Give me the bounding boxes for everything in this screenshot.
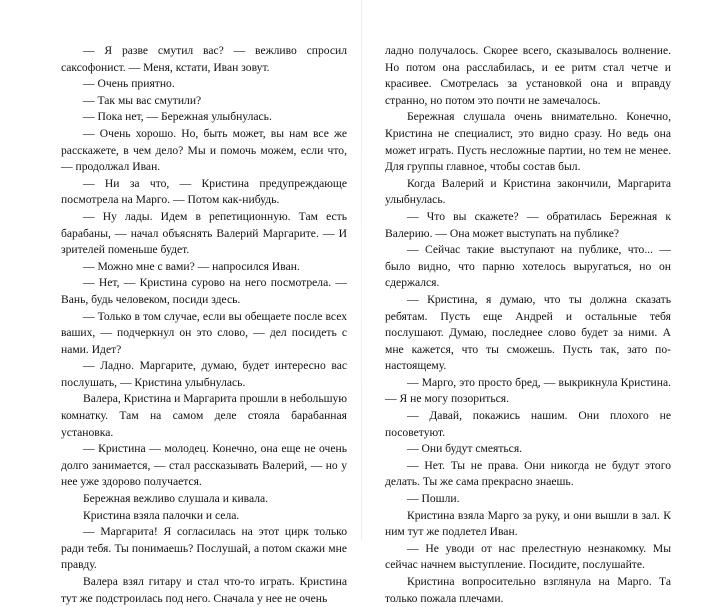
paragraph: — Очень приятно. [83, 77, 175, 91]
paragraph: — Пока нет, — Бережная улыбнулась. [83, 110, 272, 124]
paragraph: Бережная слушала очень внимательно. Конечно, Кристина не специалист, это видно сразу. Но ведь она может играть. Пусть несложные партии, но тем не менее. Для группы главное, чтобы состав был. [385, 110, 671, 174]
paragraph: Кристина взяла палочки и села. [83, 508, 240, 522]
paragraph: — Я разве смутил вас? — вежливо спросил саксофонист. — Меня, кстати, Иван зовут. [61, 44, 347, 74]
continued-paragraph: ладно получалось. Скорее всего, сказывалось волнение. Но потом она расслабилась, и ее ритм стал четче и красивее. Смотрелась за установкой она и вправду странно, но потом это почти не замечалось. [385, 44, 671, 107]
paragraph: — Нет. Ты не права. Они никогда не будут этого делать. Ты же сама прекрасно знаешь. [385, 458, 671, 489]
paragraph: — Ну лады. Идем в репетиционную. Там есть барабаны, — начал объяснять Валерий Маргарите. — И зрителей поменьше будет. [61, 209, 347, 257]
page-fold [361, 0, 362, 540]
paragraph: — Пошли. [407, 492, 460, 506]
paragraph: — Только в том случае, если вы обещаете после всех ваших, — подчеркнул он это слово, — дел посидеть с нами. Идет? [61, 309, 347, 356]
right-page-text [385, 43, 671, 607]
paragraph: — Кристина — молодец. Конечно, она еще не очень долго занимается, — стал рассказывать Валерий, — но у нее уже здорово получается. [61, 442, 347, 489]
paragraph: — Кристина, я думаю, что ты должна сказать ребятам. Пусть еще Андрей и остальные тебя послушают. Думаю, последнее слово будет за ними. А мне кажется, что ты сможешь. Пусть так, зато по-настоящему. [385, 292, 671, 373]
paragraph: — Что вы скажете? — обратилась Бережная к Валерию. — Она может выступать на публике? [385, 209, 671, 240]
paragraph: — Нет, — Кристина сурово на него посмотрела. — Вань, будь человеком, посиди здесь. [61, 276, 347, 306]
paragraph: — Ладно. Маргарите, думаю, будет интересно вас послушать, — Кристина улыбнулась. [61, 359, 347, 389]
paragraph: Когда Валерий и Кристина закончили, Маргарита улыбнулась. [385, 176, 671, 207]
paragraph: Валера взял гитару и стал что-то играть. Кристина тут же подстроилась под него. Сначала у нее не очень [61, 575, 347, 605]
paragraph: — Давай, покажись нашим. Они плохого не посоветуют. [385, 409, 671, 439]
paragraph: — Ни за что, — Кристина предупреждающе посмотрела на Марго. — Потом как-нибудь. [61, 176, 347, 207]
paragraph: Бережная вежливо слушала и кивала. [83, 492, 269, 506]
paragraph: Валера, Кристина и Маргарита прошли в небольшую комнатку. Там на самом деле стояла барабанная установка. [61, 392, 347, 439]
paragraph: — Не уводи от нас прелестную незнакомку. Мы сейчас начнем выступление. Посидите, послушайте. [385, 541, 671, 572]
paragraph: Кристина взяла Марго за руку, и они вышли в зал. К ним тут же подлетел Иван. [385, 508, 671, 539]
paragraph: — Маргарита! Я согласилась на этот цирк только ради тебя. Ты понимаешь? Послушай, а потом скажи мне правду. [61, 525, 347, 572]
paragraph: Кристина вопросительно взглянула на Марго. Та только пожала плечами. [385, 575, 671, 605]
paragraph: — Марго, это просто бред, — выкрикнула Кристина. — Я не могу позориться. [385, 375, 671, 406]
paragraph: — Очень хорошо. Но, быть может, вы нам все же расскажете, в чем дело? Мы и помочь можем, если что, — продолжал Иван. [61, 126, 347, 174]
paragraph: — Они будут смеяться. [407, 442, 523, 456]
paragraph: — Сейчас такие выступают на публике, что... — было видно, что парню хотелось выругаться, но он сдержался. [385, 243, 671, 290]
left-page-text [61, 43, 347, 607]
paragraph: — Так мы вас смутили? [83, 93, 202, 107]
paragraph: — Можно мне с вами? — напросился Иван. [83, 259, 300, 273]
